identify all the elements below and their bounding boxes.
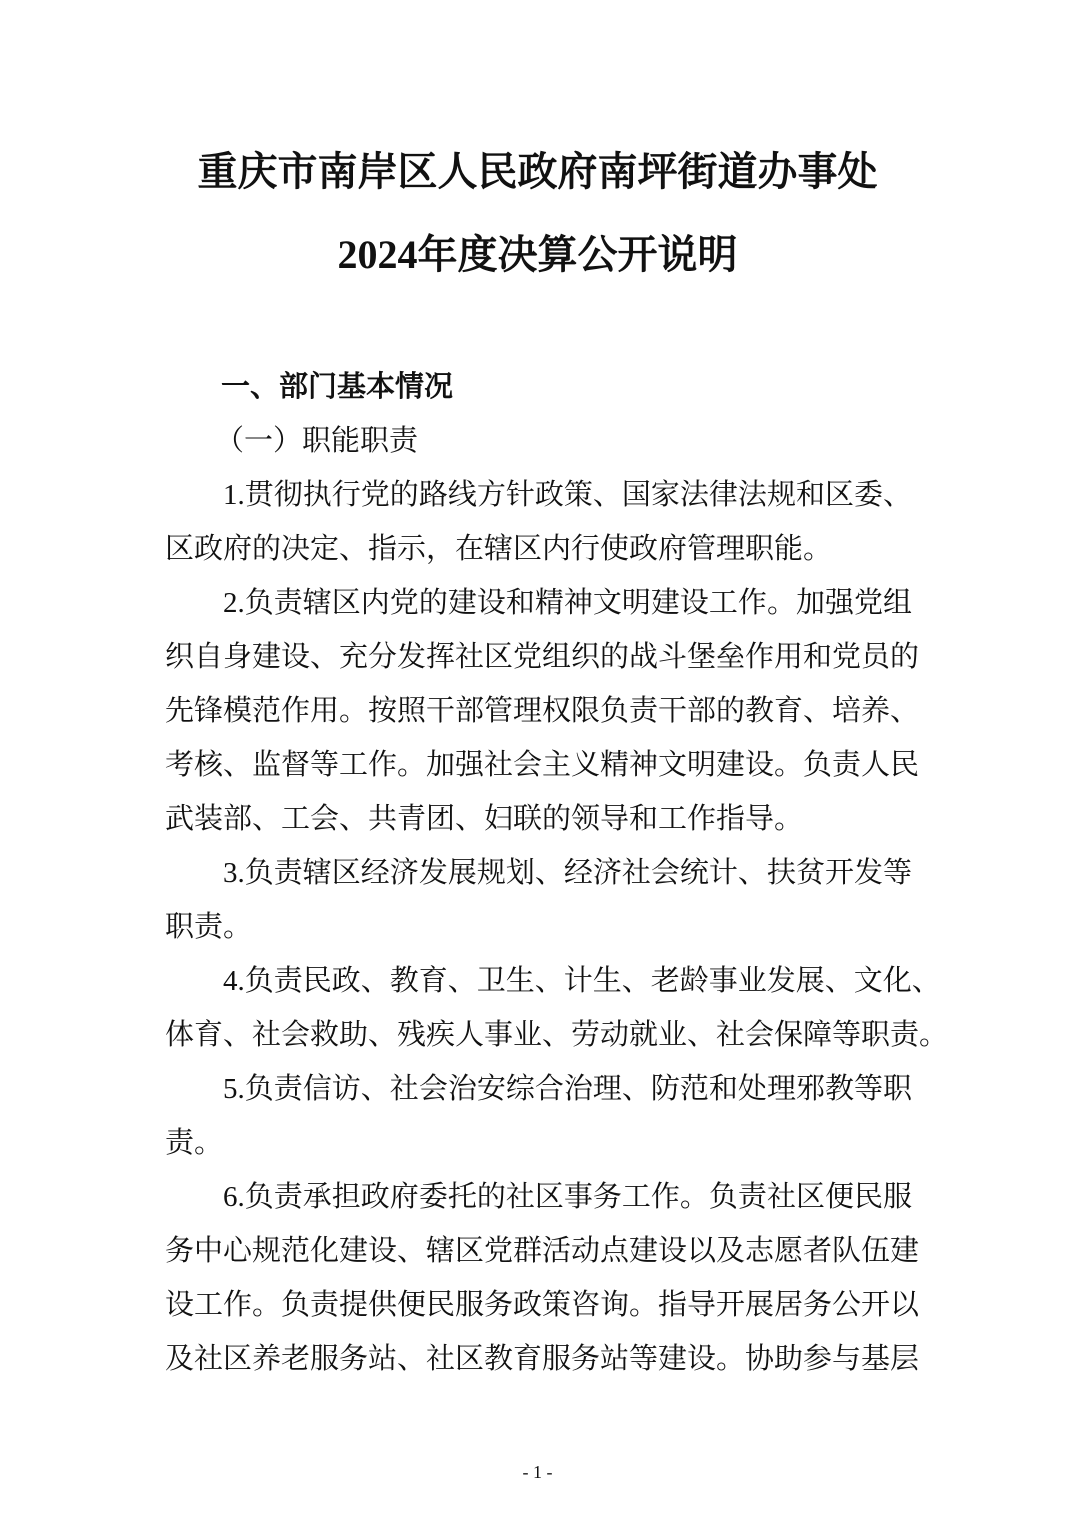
paragraph-line: 考核、监督等工作。加强社会主义精神文明建设。负责人民	[165, 749, 920, 781]
paragraph-line: 先锋模范作用。按照干部管理权限负责干部的教育、培养、	[165, 695, 920, 727]
paragraph-line: 责。	[165, 1127, 224, 1159]
paragraph-line: 1.贯彻执行党的路线方针政策、国家法律法规和区委、	[223, 479, 912, 511]
paragraph-list	[165, 468, 949, 1386]
paragraph-line: 6.负责承担政府委托的社区事务工作。负责社区便民服	[223, 1181, 912, 1213]
paragraph	[165, 954, 949, 1062]
document-title-line-1: 重庆市南岸区人民政府南坪街道办事处	[197, 149, 878, 194]
paragraph-line: 务中心规范化建设、辖区党群活动点建设以及志愿者队伍建	[165, 1235, 920, 1267]
paragraph-line: 5.负责信访、社会治安综合治理、防范和处理邪教等职	[223, 1073, 912, 1105]
paragraph-line: 设工作。负责提供便民服务政策咨询。指导开展居务公开以	[165, 1289, 920, 1321]
paragraph	[165, 576, 920, 846]
paragraph-line: 2.负责辖区内党的建设和精神文明建设工作。加强党组	[223, 587, 912, 619]
paragraph-line: 区政府的决定、指示，在辖区内行使政府管理职能。	[165, 533, 833, 565]
subsection-heading: （一）职能职责	[215, 425, 419, 457]
paragraph	[165, 1062, 912, 1170]
document-title-line-2: 2024年度决算公开说明	[337, 232, 738, 277]
section-heading: 一、部门基本情况	[221, 371, 454, 403]
paragraph-line: 武装部、工会、共青团、妇联的领导和工作指导。	[165, 803, 804, 835]
paragraph-line: 织自身建设、充分发挥社区党组织的战斗堡垒作用和党员的	[165, 641, 920, 673]
paragraph	[165, 1170, 920, 1386]
paragraph-line: 体育、社会救助、残疾人事业、劳动就业、社会保障等职责。	[165, 1019, 949, 1051]
paragraph	[165, 846, 912, 954]
paragraph-line: 职责。	[165, 911, 253, 943]
paragraph	[165, 468, 912, 576]
page-number: - 1 -	[522, 1462, 553, 1482]
paragraph-line: 4.负责民政、教育、卫生、计生、老龄事业发展、文化、	[223, 965, 941, 997]
paragraph-line: 及社区养老服务站、社区教育服务站等建设。协助参与基层	[165, 1343, 920, 1375]
paragraph-line: 3.负责辖区经济发展规划、经济社会统计、扶贫开发等	[223, 857, 912, 889]
document-body	[165, 360, 949, 1386]
